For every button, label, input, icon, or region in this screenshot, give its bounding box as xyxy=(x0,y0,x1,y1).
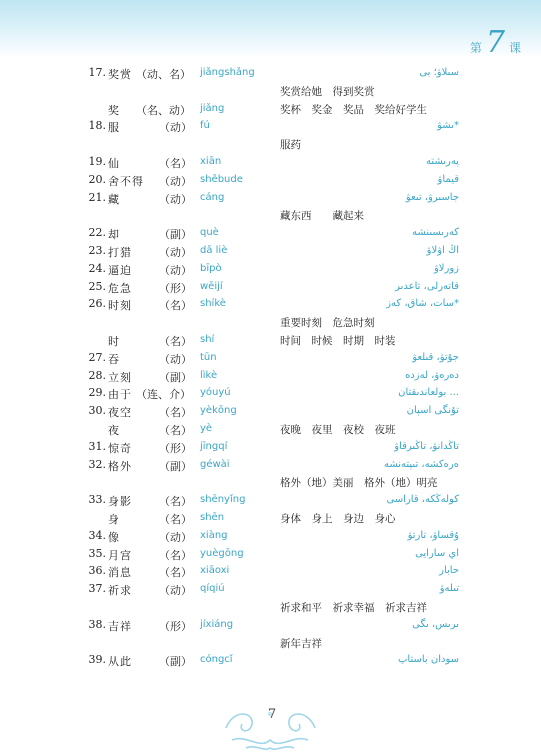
vocab-entry xyxy=(0,173,541,191)
footer-ornament xyxy=(0,690,541,754)
entry-number: 35. xyxy=(88,546,106,560)
entry-number: 28. xyxy=(88,368,106,382)
kazakh-gloss: ۇقساۋ، تارتۋ xyxy=(407,529,459,541)
header-band xyxy=(0,0,541,58)
chinese-word: 服 xyxy=(108,121,120,135)
pinyin: jiǎng xyxy=(200,102,225,114)
pinyin: cáng xyxy=(200,191,225,203)
part-of-speech: （动） xyxy=(159,352,192,366)
example-phrases: 奖赏给她 得到奖赏 xyxy=(280,85,375,98)
pinyin: wēijí xyxy=(200,280,223,292)
page-number: 7 xyxy=(267,707,277,722)
entry-number: 21. xyxy=(88,190,106,204)
example-phrases: 格外（地）美丽 格外（地）明亮 xyxy=(280,477,438,490)
kazakh-gloss: اي سارايى xyxy=(415,547,459,559)
entry-number: 39. xyxy=(88,653,106,667)
kazakh-gloss: تاڭدانۋ، تاڭىرقاۋ xyxy=(394,440,459,452)
part-of-speech: （名） xyxy=(159,406,192,420)
entry-number: 26. xyxy=(88,297,106,311)
chinese-word: 惊奇 xyxy=(108,441,132,455)
chinese-word: 时 xyxy=(108,335,120,348)
example-line xyxy=(0,475,541,493)
chinese-word: 危急 xyxy=(108,281,132,295)
pinyin: tūn xyxy=(200,351,217,363)
chinese-word: 立刻 xyxy=(108,370,132,384)
chinese-word: 由于 xyxy=(108,388,132,402)
part-of-speech: （副） xyxy=(159,459,192,473)
example-phrases: 藏东西 藏起来 xyxy=(280,210,364,223)
entry-number: 36. xyxy=(88,564,106,578)
kazakh-gloss: *ىشۋ xyxy=(437,120,459,132)
lesson-label xyxy=(469,25,521,60)
vocab-entry xyxy=(0,564,541,582)
entry-number: 19. xyxy=(88,155,106,168)
vocab-entry xyxy=(0,582,541,600)
pinyin: yóuyú xyxy=(200,387,231,399)
example-phrases: 祈求和平 祈求幸福 祈求吉祥 xyxy=(280,602,427,614)
entry-number: 33. xyxy=(88,493,106,507)
pinyin: shí xyxy=(200,334,215,345)
pinyin: shēnyǐng xyxy=(200,494,246,506)
lesson-number: 7 xyxy=(485,25,505,60)
pinyin: jīngqí xyxy=(200,440,228,452)
kazakh-gloss: تىلەۋ xyxy=(439,583,459,595)
pinyin: què xyxy=(200,227,219,239)
part-of-speech: （副） xyxy=(159,370,192,384)
vocab-entry xyxy=(0,102,541,120)
kazakh-gloss: جۇتۋ، قىلعۋ xyxy=(412,351,459,363)
kazakh-gloss: ىرىس، ىگى xyxy=(412,618,459,630)
kazakh-gloss: كولەڭكە، قاراسى xyxy=(386,494,459,506)
chinese-word: 月宫 xyxy=(108,548,132,562)
part-of-speech: （名） xyxy=(159,424,192,437)
vocab-entry xyxy=(0,191,541,209)
chinese-word: 舍不得 xyxy=(108,174,144,188)
part-of-speech: （名） xyxy=(159,513,192,526)
vocab-entry xyxy=(0,66,541,84)
chinese-word: 从此 xyxy=(108,655,132,669)
kazakh-gloss: قاتەرلى، تاعدىر xyxy=(395,280,459,292)
vocab-entry xyxy=(0,440,541,458)
pinyin: jiǎngshǎng xyxy=(200,67,255,78)
part-of-speech: （动） xyxy=(159,246,192,259)
entry-number: 22. xyxy=(88,226,106,240)
pinyin: shíkè xyxy=(200,298,226,310)
kazakh-gloss: سىلاۋ؛ بى xyxy=(419,67,459,78)
example-line xyxy=(0,208,541,226)
part-of-speech: （动） xyxy=(159,121,192,135)
part-of-speech: （动） xyxy=(159,584,192,598)
kazakh-gloss: جاسىرۋ، تىعۋ xyxy=(405,191,459,203)
part-of-speech: （副） xyxy=(159,228,192,242)
vocab-entry xyxy=(0,262,541,280)
kazakh-gloss: اڭ اۋلاۋ xyxy=(426,245,459,256)
entry-number: 27. xyxy=(88,350,106,364)
chinese-word: 祈求 xyxy=(108,584,132,598)
part-of-speech: （名） xyxy=(159,566,192,580)
part-of-speech: （形） xyxy=(159,281,192,295)
vocab-entry xyxy=(0,226,541,244)
chinese-word: 藏 xyxy=(108,192,120,206)
chinese-word: 格外 xyxy=(108,459,132,473)
part-of-speech: （名） xyxy=(159,495,192,509)
pinyin: xiān xyxy=(200,156,222,167)
entry-number: 17. xyxy=(88,66,106,79)
vocab-entry xyxy=(0,333,541,351)
lesson-suffix: 课 xyxy=(508,41,521,55)
kazakh-gloss: قيماۋ xyxy=(437,173,459,185)
vocab-entry xyxy=(0,458,541,476)
chinese-word: 消息 xyxy=(108,566,132,580)
chinese-word: 却 xyxy=(108,228,120,242)
vocab-entry xyxy=(0,280,541,298)
pinyin: yè xyxy=(200,423,213,434)
vocab-entry xyxy=(0,386,541,404)
part-of-speech: （动） xyxy=(159,263,192,277)
part-of-speech: （动） xyxy=(159,192,192,206)
vocab-entry xyxy=(0,244,541,262)
pinyin: qíqiú xyxy=(200,583,225,595)
pinyin: fú xyxy=(200,120,210,132)
part-of-speech: （动） xyxy=(159,530,192,544)
pinyin: xiàng xyxy=(200,529,228,541)
part-of-speech: （形） xyxy=(159,619,192,633)
chinese-word: 身 xyxy=(108,513,120,526)
example-phrases: 服药 xyxy=(280,139,301,152)
vocab-entry xyxy=(0,297,541,315)
part-of-speech: （名） xyxy=(159,335,192,348)
vocab-entry xyxy=(0,618,541,636)
part-of-speech: （形） xyxy=(159,441,192,455)
example-phrases: 身体 身上 身边 身心 xyxy=(280,513,396,525)
vocab-entry xyxy=(0,369,541,387)
kazakh-gloss: *سات، شاق، كەز xyxy=(386,298,459,310)
part-of-speech: （名） xyxy=(159,157,192,170)
kazakh-gloss: ... بولعاندىقتان xyxy=(398,387,459,399)
chinese-word: 吉祥 xyxy=(108,619,132,633)
example-line xyxy=(0,600,541,618)
pinyin: dǎ liè xyxy=(200,245,228,256)
kazakh-gloss: دەرەۋ، لەزدە xyxy=(405,369,459,381)
vocab-entry xyxy=(0,119,541,137)
vocab-entry xyxy=(0,529,541,547)
entry-number: 32. xyxy=(88,457,106,471)
pinyin: yuègōng xyxy=(200,547,244,559)
chinese-word: 像 xyxy=(108,530,120,544)
entry-number: 37. xyxy=(88,582,106,596)
entry-number: 25. xyxy=(88,279,106,293)
example-line xyxy=(0,137,541,155)
chinese-word: 打猎 xyxy=(108,246,132,259)
chinese-word: 奖赏 xyxy=(108,68,132,81)
pinyin: yèkōng xyxy=(200,405,237,417)
pinyin: shēn xyxy=(200,512,225,523)
part-of-speech: （副） xyxy=(159,655,192,669)
part-of-speech: （名、动） xyxy=(136,103,191,117)
pinyin: bīpò xyxy=(200,262,222,274)
example-line xyxy=(0,636,541,654)
entry-number: 18. xyxy=(88,119,106,133)
kazakh-gloss: ەرەكشە، تىپتەنشە xyxy=(383,458,459,470)
chinese-word: 奖 xyxy=(108,103,120,117)
example-phrases: 奖杯 奖金 奖品 奖给好学生 xyxy=(280,103,427,116)
vocab-entry xyxy=(0,547,541,565)
pinyin: cóngcǐ xyxy=(200,654,233,666)
chinese-word: 逼迫 xyxy=(108,263,132,277)
chinese-word: 仙 xyxy=(108,157,120,170)
example-phrases: 新年吉祥 xyxy=(280,637,322,650)
example-line xyxy=(0,315,541,333)
entry-number: 30. xyxy=(88,404,106,418)
lesson-prefix: 第 xyxy=(469,41,482,55)
vocab-entry xyxy=(0,404,541,422)
kazakh-gloss: تۇنگى اسپان xyxy=(406,405,459,417)
chinese-word: 吞 xyxy=(108,352,120,366)
pinyin: shěbude xyxy=(200,173,243,185)
chinese-word: 夜空 xyxy=(108,406,132,420)
part-of-speech: （连、介） xyxy=(136,388,191,402)
pinyin: xiāoxi xyxy=(200,565,230,577)
example-phrases: 时间 时候 时期 时装 xyxy=(280,335,396,347)
example-line xyxy=(0,84,541,102)
entry-number: 20. xyxy=(88,172,106,186)
chinese-word: 身影 xyxy=(108,495,132,509)
chinese-word: 时刻 xyxy=(108,299,132,313)
pinyin: jíxiáng xyxy=(200,618,234,630)
entry-number: 29. xyxy=(88,386,106,400)
part-of-speech: （动） xyxy=(159,174,192,188)
entry-number: 24. xyxy=(88,261,106,275)
part-of-speech: （名） xyxy=(159,299,192,313)
kazakh-gloss: كەرىسىنشە xyxy=(412,227,459,239)
kazakh-gloss: زورلاۋ xyxy=(433,262,459,274)
entry-number: 23. xyxy=(88,244,106,257)
kazakh-gloss: حابار xyxy=(439,565,459,577)
vocab-entry xyxy=(0,511,541,529)
part-of-speech: （动、名） xyxy=(136,68,191,81)
vocab-entry xyxy=(0,653,541,671)
entry-number: 31. xyxy=(88,439,106,453)
vocab-entry xyxy=(0,422,541,440)
part-of-speech: （名） xyxy=(159,548,192,562)
pinyin: lìkè xyxy=(200,369,218,381)
entry-number: 34. xyxy=(88,528,106,542)
kazakh-gloss: پەرىشتە xyxy=(425,156,459,167)
pinyin: géwài xyxy=(200,458,230,470)
vocab-entry xyxy=(0,155,541,173)
example-phrases: 重要时刻 危急时刻 xyxy=(280,317,375,330)
kazakh-gloss: سودان باستاپ xyxy=(398,654,459,666)
vocab-entry xyxy=(0,351,541,369)
entry-number: 38. xyxy=(88,617,106,631)
example-phrases: 夜晚 夜里 夜校 夜班 xyxy=(280,424,396,436)
chinese-word: 夜 xyxy=(108,424,120,437)
vocab-entry xyxy=(0,493,541,511)
